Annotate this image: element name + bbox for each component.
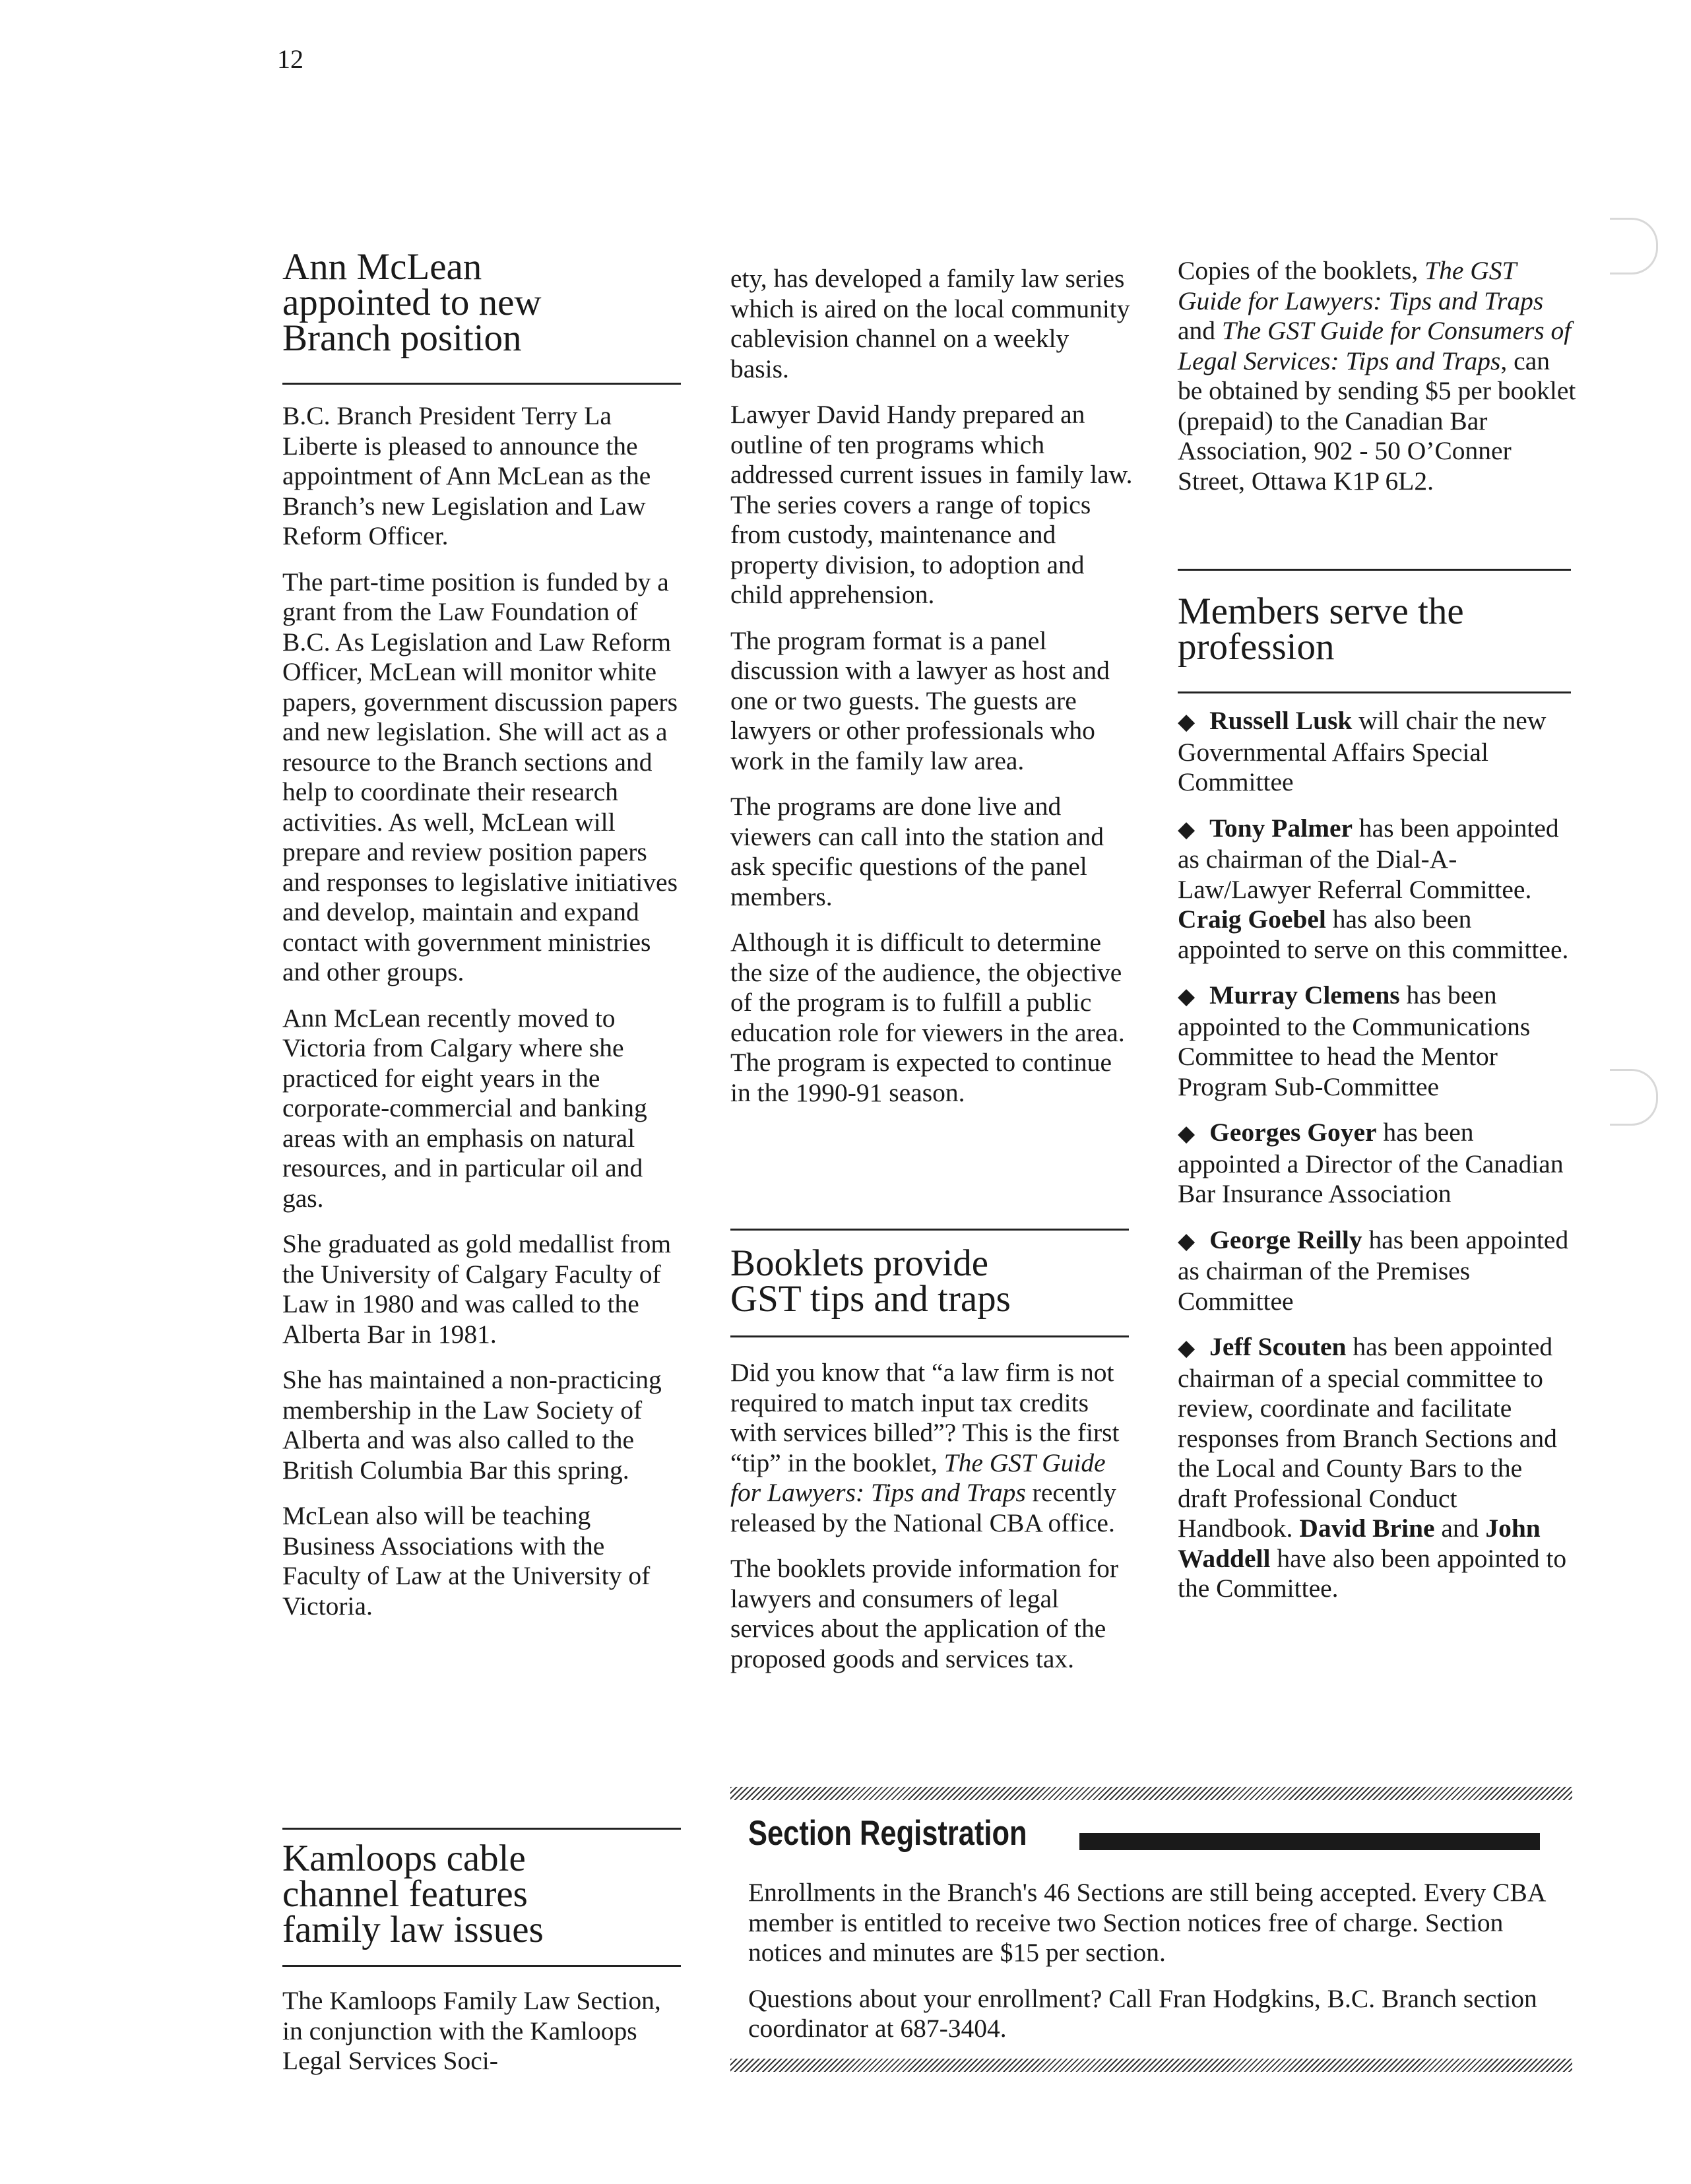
article-booklets-continued [1178,256,1580,512]
paragraph: The booklets provide information for lawyers and consumers of legal services about the application of the proposed goods and services tax. [730,1554,1118,1673]
column-1-lower [282,1838,685,1950]
headline-members: Members serve the profession [1178,591,1464,668]
section-registration-body [748,1878,1566,2060]
diamond-icon: ◆ [1178,1336,1196,1361]
paragraph: B.C. Branch President Terry La Liberte is pleased to announce the appointment of Ann McLean as the Branch’s new Legislation and Law Reform Officer. [282,401,651,550]
column-3-headline [1178,591,1587,668]
article-booklets [730,1358,1130,1690]
page-number: 12 [277,44,303,74]
paragraph: Although it is difficult to determine the size of the audience, the objective of the program is to fulfill a public education role for viewers in the area. The program is expected to continue in the 1990-91 season. [730,928,1125,1107]
paragraph: She graduated as gold medallist from the University of Calgary Faculty of Law in 1980 and was called to the Alberta Bar in 1981. [282,1229,672,1349]
paragraph: Lawyer David Handy prepared an outline of ten programs which addressed current issues in family law. The series covers a range of topics from custody, maintenance and property division, to adoption and child apprehension. [730,400,1133,609]
headline-kamloops: Kamloops cable channel features family law issues [282,1838,544,1950]
paragraph: The programs are done live and viewers can call into the station and ask specific questions of the panel members. [730,792,1104,911]
hatch-border-bottom [730,2059,1572,2072]
list-item: ◆ Georges Goyer has been appointed a Director of the Canadian Bar Insurance Association [1178,1118,1564,1208]
article-kamloops [282,1986,684,2092]
paragraph: The part-time position is funded by a grant from the Law Foundation of B.C. As Legislation and Law Reform Officer, McLean will monitor white papers, government discussion papers and new legislation. She will act as a resource to the Branch sections and help to coordinate their research activities. As well, McLean will prepare and review position papers and responses to legislative initiatives and develop, maintain and expand contact with government ministries and other groups. [282,567,678,986]
paragraph: ety, has developed a family law series which is aired on the local community cablevision channel on a weekly basis. [730,264,1130,383]
margin-mark [1610,218,1658,274]
diamond-icon: ◆ [1178,1122,1196,1146]
headline-ann-mclean: Ann McLean appointed to new Branch position [282,246,542,359]
members-list [1178,706,1576,1620]
article-kamloops-continued [730,264,1133,1124]
paragraph: Copies of the booklets, The GST Guide for Lawyers: Tips and Traps and The GST Guide for Consumers of Legal Services: Tips and Traps, can be obtained by sending $5 per booklet (prepaid) to the Canadian Bar Association, 902 - 50 O’Conner Street, Ottawa K1P 6L2. [1178,256,1576,496]
list-item: ◆ Russell Lusk will chair the new Governmental Affairs Special Committee [1178,706,1547,796]
paragraph: McLean also will be teaching Business Associations with the Faculty of Law at the University of Victoria. [282,1501,651,1621]
margin-mark [1610,1069,1658,1126]
headline-booklets: Booklets provide GST tips and traps [730,1242,1011,1320]
diamond-icon: ◆ [1178,710,1196,734]
list-item: ◆ George Reilly has been appointed as chairman of the Premises Committee [1178,1225,1569,1316]
column-1 [282,246,685,359]
paragraph: Ann McLean recently moved to Victoria from Calgary where she practiced for eight years in the corporate-commercial and banking areas with an emphasis on natural resources, and in particular oil and gas. [282,1003,647,1213]
column-2-headline [730,1242,1139,1320]
list-item: ◆ Murray Clemens has been appointed to the Communications Committee to head the Mentor Program Sub-Committee [1178,980,1531,1101]
paragraph: Questions about your enrollment? Call Fran Hodgkins, B.C. Branch section coordinator at 687-3404. [748,1983,1537,2043]
rule-col1-mid [282,1828,681,1830]
rule-col3-mid [1178,691,1571,693]
diamond-icon: ◆ [1178,1229,1196,1254]
paragraph: The program format is a panel discussion with a lawyer as host and one or two guests. The guests are lawyers or other professionals who work in the family law area. [730,626,1110,775]
hatch-border-top [730,1787,1572,1800]
section-registration-title: Section Registration [748,1814,1027,1853]
rule-col2-top [730,1229,1129,1231]
rule-col1-top [282,383,681,385]
paragraph: The Kamloops Family Law Section, in conjunction with the Kamloops Legal Services Soci- [282,1986,661,2075]
rule-col3-top [1178,569,1571,571]
paragraph: Enrollments in the Branch's 46 Sections are still being accepted. Every CBA member is entitled to receive two Section notices free of charge. Section notices and minutes are $15 per section. [748,1878,1545,1967]
rule-col2-mid [730,1335,1129,1337]
diamond-icon: ◆ [1178,984,1196,1009]
paragraph: Did you know that “a law firm is not required to match input tax credits with services billed”? This is the first “tip” in the booklet, The GST Guide for Lawyers: Tips and Traps recently released by the National CBA office. [730,1358,1120,1537]
list-item: ◆ Tony Palmer has been appointed as chairman of the Dial-A-Law/Lawyer Referral Committee. Craig Goebel has also been appointed to serve on this committee. [1178,813,1569,964]
list-item: ◆ Jeff Scouten has been appointed chairman of a special committee to review, coordinate and facilitate responses from Branch Sections and the Local and County Bars to the draft Professional Conduct Handbook. David Brine and John Waddell have also been appointed to the Committee. [1178,1332,1567,1603]
paragraph: She has maintained a non-practicing membership in the Law Society of Alberta and was also called to the British Columbia Bar this spring. [282,1365,662,1485]
article-ann-mclean [282,401,684,1637]
section-registration-bar [1079,1833,1540,1850]
rule-col1-bottom [282,1965,681,1967]
diamond-icon: ◆ [1178,817,1196,842]
